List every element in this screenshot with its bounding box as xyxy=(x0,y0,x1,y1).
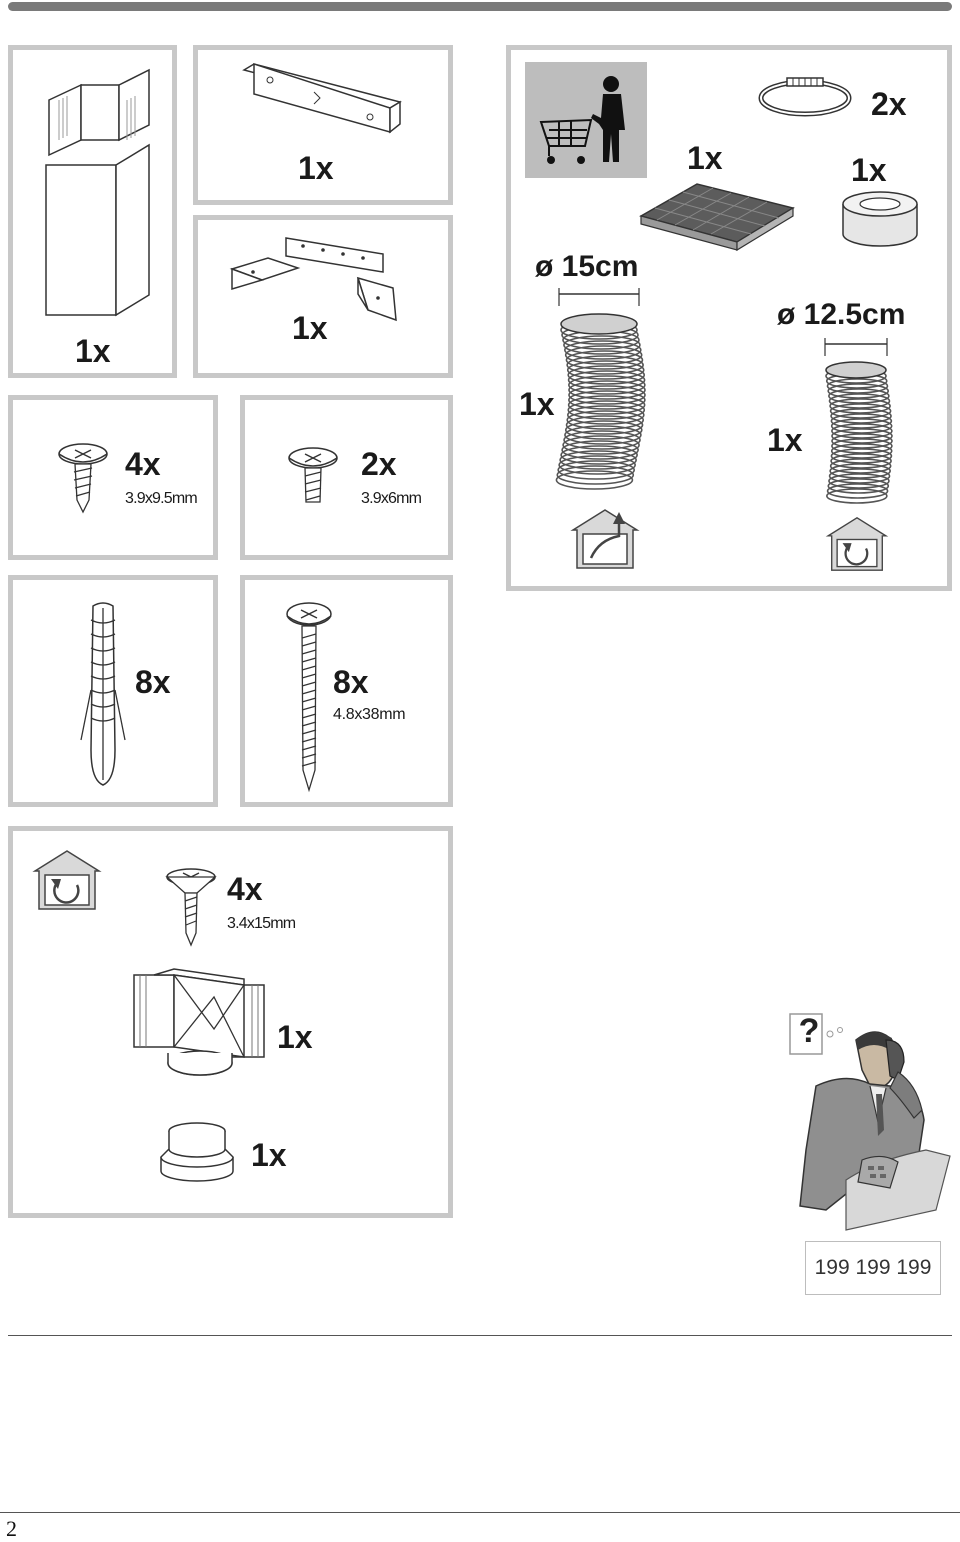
duct-large-quantity: 1x xyxy=(519,386,555,422)
tape-quantity: 1x xyxy=(851,152,887,188)
adapter-quantity: 1x xyxy=(251,1137,287,1173)
pan-head-screw-icon xyxy=(55,440,111,520)
short-screw-icon xyxy=(285,444,341,508)
question-mark: ? xyxy=(798,1012,820,1050)
long-screw-icon xyxy=(283,600,335,798)
hose-clamp-icon xyxy=(757,74,857,124)
countersunk-screw-icon xyxy=(163,867,219,951)
panel-screw-a xyxy=(8,395,218,560)
screw-c-size: 4.8x38mm xyxy=(333,706,406,723)
recirculation-house-icon xyxy=(821,516,893,572)
chimney-illustration xyxy=(41,70,161,320)
support-bracket-quantity: 1x xyxy=(292,310,328,346)
phone-number-box xyxy=(805,1241,941,1295)
panel-wall-plug xyxy=(8,575,218,807)
screw-b-quantity: 2x xyxy=(361,446,397,482)
panel-upper-bracket xyxy=(193,45,453,205)
wall-plug-quantity: 8x xyxy=(135,664,171,700)
flexible-duct-small-icon xyxy=(817,336,897,506)
recirculation-house-icon xyxy=(31,849,103,911)
panel-recirculation-kit xyxy=(8,826,453,1218)
duct-adapter-icon xyxy=(157,1121,237,1185)
separator-line xyxy=(8,1335,952,1336)
duct-connector-icon xyxy=(128,967,270,1083)
clamp-quantity: 2x xyxy=(871,86,907,122)
shopping-cart-icon xyxy=(535,70,639,170)
wall-plug-icon xyxy=(75,600,131,790)
screw-a-size: 3.9x9.5mm xyxy=(125,490,197,507)
header-bar xyxy=(8,2,952,11)
page-number: 2 xyxy=(6,1516,17,1541)
duct-small-quantity: 1x xyxy=(767,422,803,458)
filter-quantity: 1x xyxy=(687,140,723,176)
connector-quantity: 1x xyxy=(277,1019,313,1055)
grease-filter-icon xyxy=(637,178,797,252)
kit-screw-quantity: 4x xyxy=(227,871,263,907)
screw-c-quantity: 8x xyxy=(333,664,369,700)
upper-bracket-illustration xyxy=(240,62,400,152)
panel-screw-b xyxy=(240,395,453,560)
extraction-house-icon xyxy=(569,504,641,570)
panel-chimney xyxy=(8,45,177,378)
upper-bracket-quantity: 1x xyxy=(298,150,334,186)
screw-a-quantity: 4x xyxy=(125,446,161,482)
panel-accessories xyxy=(506,45,952,591)
phone-number: 199 199 199 xyxy=(814,1256,932,1279)
duct-small-diameter: ø 12.5cm xyxy=(777,298,906,331)
flexible-duct-large-icon xyxy=(551,286,651,496)
panel-support-bracket xyxy=(193,215,453,378)
footer-line xyxy=(0,1512,960,1513)
chimney-quantity: 1x xyxy=(75,333,111,369)
panel-screw-c xyxy=(240,575,453,807)
duct-large-diameter: ø 15cm xyxy=(535,250,639,283)
adhesive-tape-icon xyxy=(839,190,921,250)
kit-screw-size: 3.4x15mm xyxy=(227,915,296,932)
screw-b-size: 3.9x6mm xyxy=(361,490,422,507)
